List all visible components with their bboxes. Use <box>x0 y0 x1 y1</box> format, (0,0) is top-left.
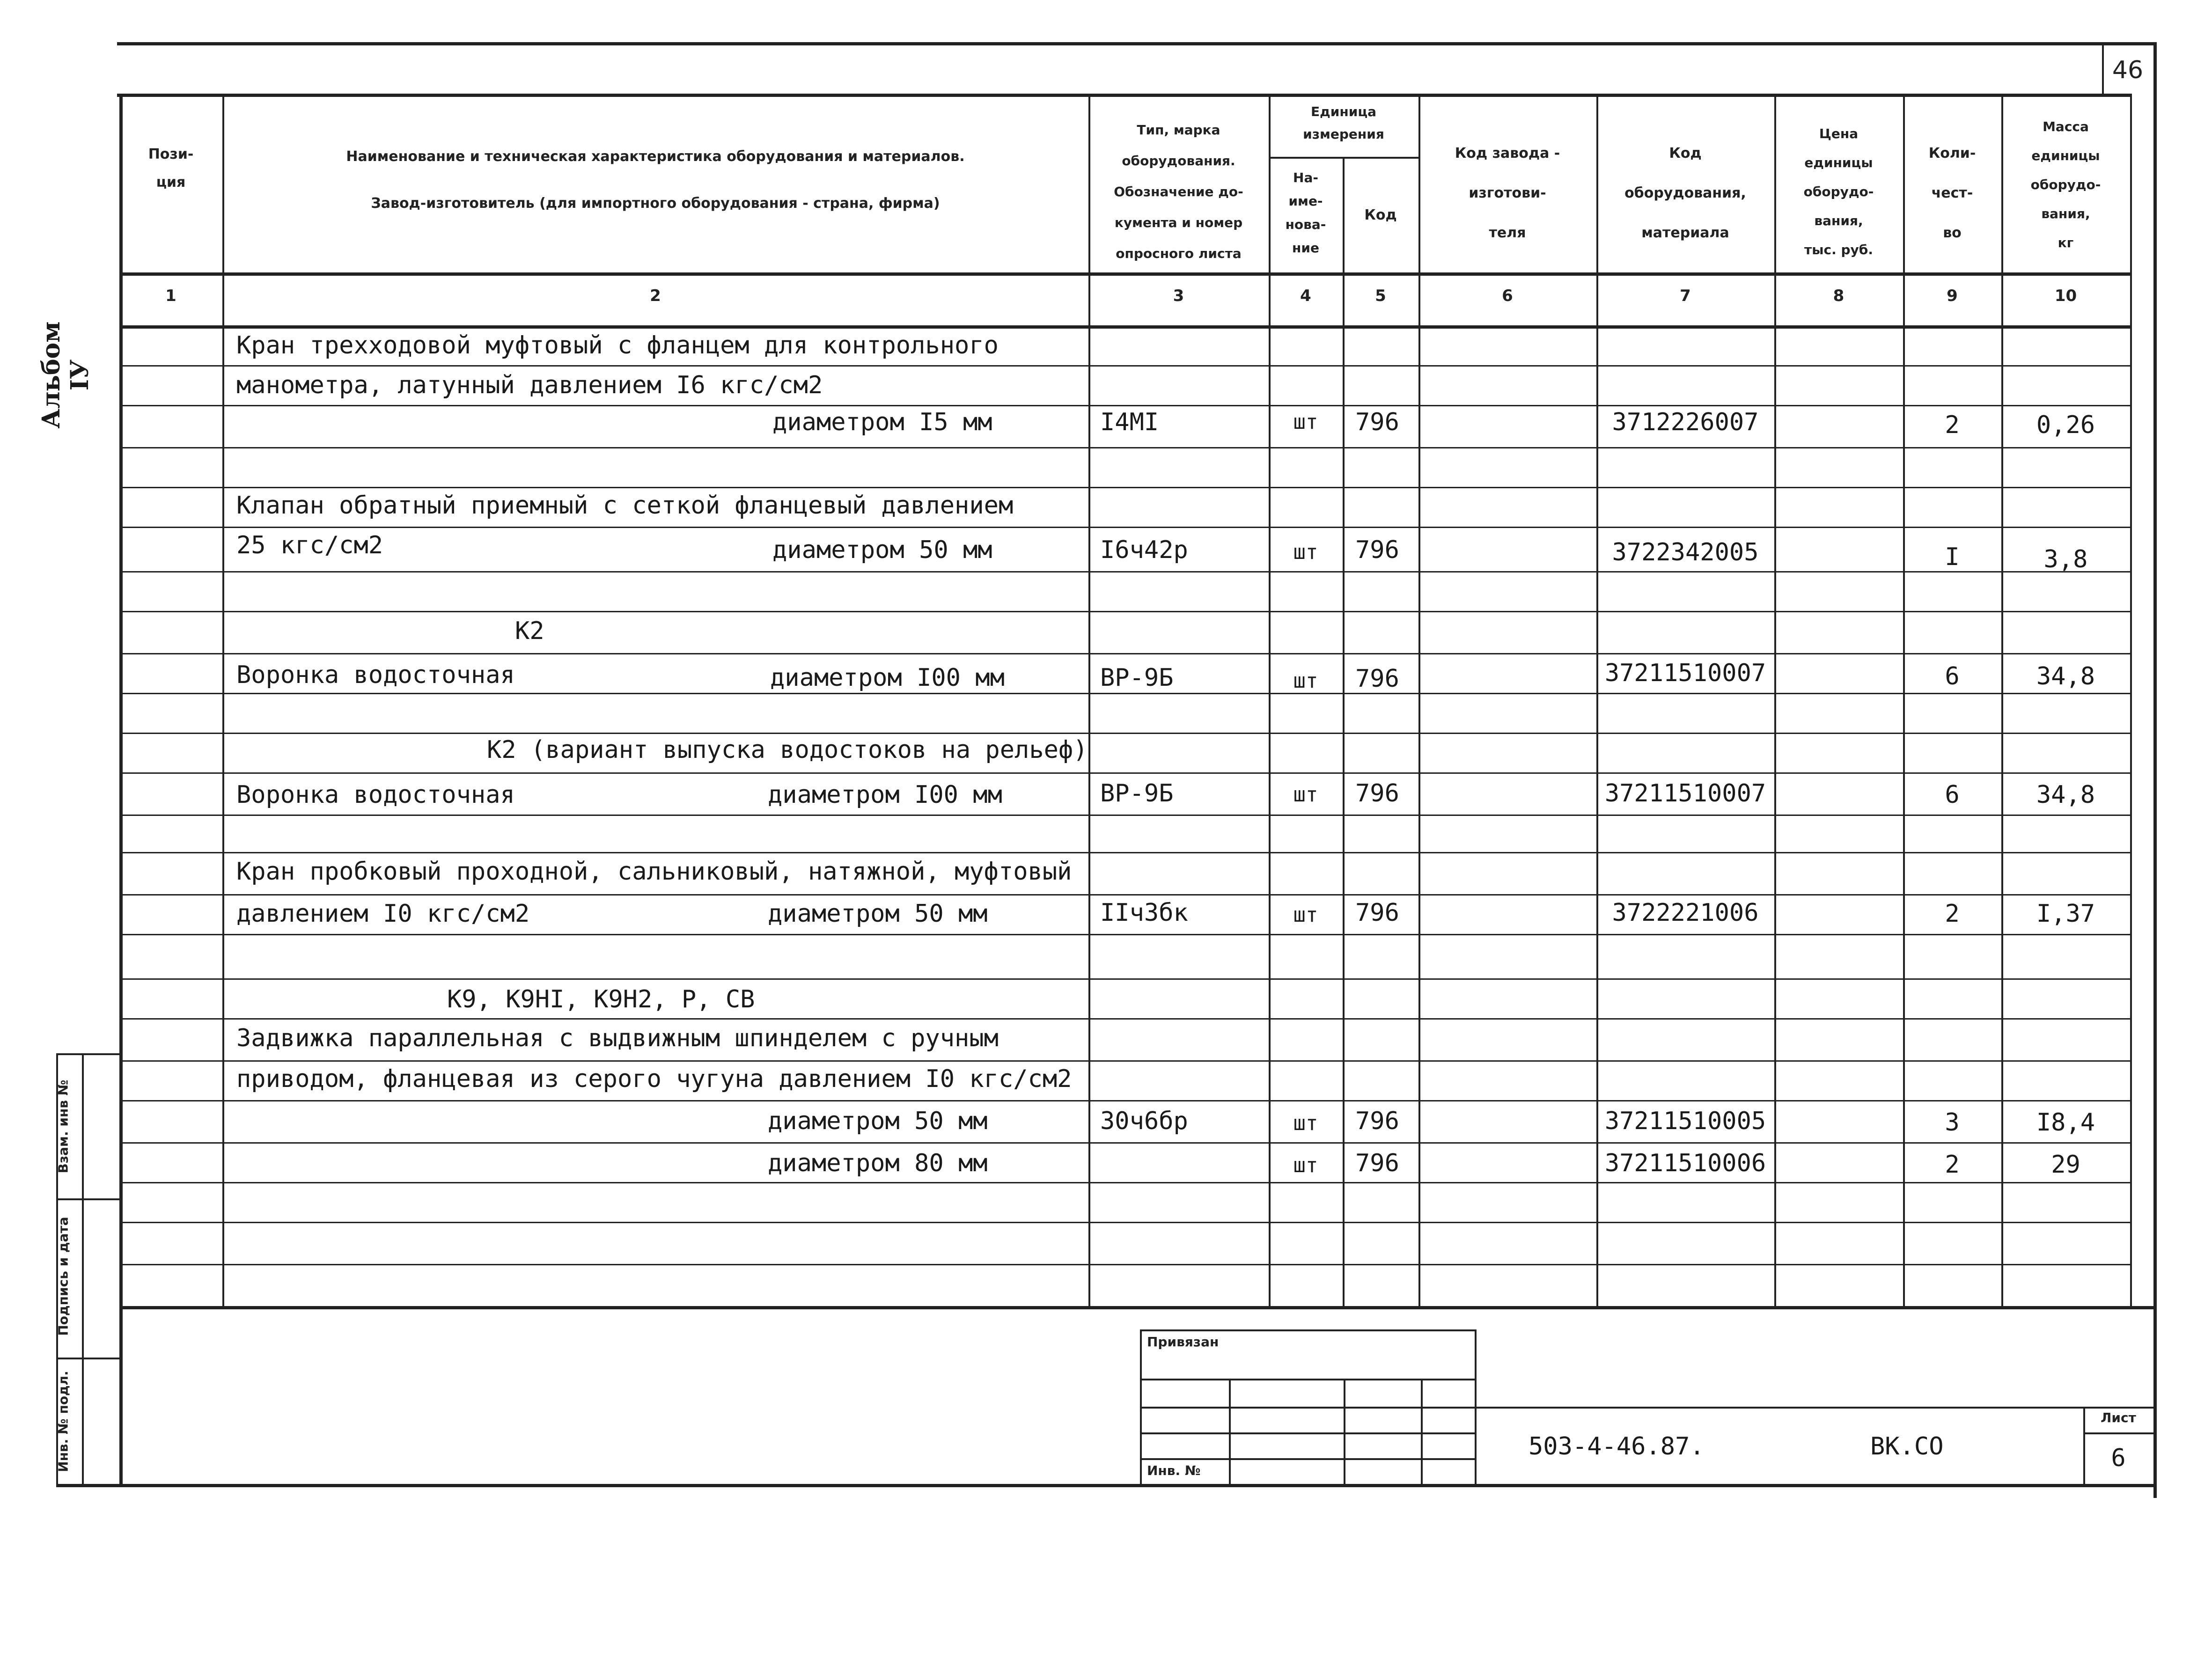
item-diameter: диаметром I00 мм <box>770 664 1005 692</box>
col-number: 9 <box>1947 286 1958 305</box>
header-col10: Масса единицы оборудо- вания, кг <box>2030 119 2101 250</box>
item-name: Задвижка параллельная с выдвижным шпинделем с ручным <box>236 1024 999 1052</box>
row-line <box>119 653 2130 654</box>
row-line <box>119 447 2130 448</box>
item-diameter: диаметром 80 мм <box>768 1149 988 1177</box>
document-mark: ВК.СО <box>1870 1432 1944 1461</box>
item-mass: I,37 <box>2036 900 2095 928</box>
item-unit-code: 796 <box>1355 899 1399 927</box>
sheet-label: Лист <box>2101 1410 2136 1425</box>
item-code: 37211510007 <box>1604 779 1766 807</box>
sheet-box-split <box>2083 1432 2153 1434</box>
header-col6: Код завода - изготови- теля <box>1455 145 1560 241</box>
col-number: 3 <box>1173 286 1184 305</box>
side-stamp-inv-podl: Инв. № подл. <box>55 1371 71 1472</box>
row-line <box>119 1142 2130 1144</box>
item-name: давлением I0 кгс/см2 <box>236 900 530 928</box>
stamp-top <box>1140 1329 1475 1331</box>
item-unit-code: 796 <box>1355 1149 1399 1177</box>
side-stamp-vzam: Взам. инв № <box>55 1079 71 1174</box>
row-line <box>119 1264 2130 1265</box>
item-mass: 0,26 <box>2036 411 2095 439</box>
side-stamp-mid-line <box>82 1053 84 1484</box>
header-col5: Код <box>1364 207 1397 223</box>
row-line <box>119 978 2130 980</box>
item-diameter: диаметром 50 мм <box>768 900 988 928</box>
row-line <box>119 1060 2130 1062</box>
col-number: 5 <box>1375 286 1386 305</box>
row-line <box>119 852 2130 853</box>
item-mass: I8,4 <box>2036 1108 2095 1137</box>
section-title: К2 <box>515 617 544 645</box>
item-name: Кран трехходовой муфтовый с фланцем для контрольного <box>236 331 999 360</box>
header-col2: Наименование и техническая характеристика оборудования и материалов. Завод-изготовитель (для импортного оборудования - страна, фирма) <box>346 148 965 212</box>
row-line <box>119 571 2130 573</box>
stamp-cell-line <box>1421 1379 1423 1484</box>
stamp-line <box>1140 1432 1475 1434</box>
item-unit: шт <box>1293 669 1318 693</box>
stamp-line-long <box>1140 1407 2153 1409</box>
item-qty: 2 <box>1945 411 1960 439</box>
table-bottom-line <box>119 1306 2153 1309</box>
row-line <box>119 772 2130 774</box>
header-col7: Код оборудования, материала <box>1624 145 1746 241</box>
page-number: 46 <box>2112 56 2144 84</box>
item-diameter: диаметром I00 мм <box>768 781 1002 809</box>
document-code: 503-4-46.87. <box>1529 1432 1705 1461</box>
col-number: 7 <box>1680 286 1691 305</box>
item-name: Воронка водосточная <box>236 781 515 809</box>
row-line <box>119 611 2130 612</box>
item-diameter: диаметром I5 мм <box>772 408 992 436</box>
header-col3: Тип, марка оборудования. Обозначение до- кумента и номер опросного листа <box>1114 122 1243 261</box>
stamp-privyazan: Привязан <box>1147 1334 1219 1350</box>
row-line <box>119 1182 2130 1183</box>
unit-header-split <box>1269 157 1418 159</box>
item-qty: 6 <box>1945 662 1960 690</box>
row-line <box>119 487 2130 488</box>
item-unit-code: 796 <box>1355 665 1399 693</box>
sheet-number: 6 <box>2111 1444 2126 1472</box>
row-line <box>119 894 2130 896</box>
stamp-inv: Инв. № <box>1147 1463 1201 1478</box>
sheet-box-left <box>2083 1407 2085 1484</box>
item-name: Кран пробковый проходной, сальниковый, натяжной, муфтовый <box>236 858 1072 886</box>
col-number: 8 <box>1833 286 1845 305</box>
header-col45: Единица измерения <box>1303 104 1384 142</box>
item-unit: шт <box>1293 410 1318 434</box>
page-number-box-left <box>2102 42 2104 94</box>
item-unit: шт <box>1293 540 1318 564</box>
item-unit-code: 796 <box>1355 779 1399 807</box>
stamp-cell-line <box>1344 1379 1345 1484</box>
item-unit: шт <box>1293 1111 1318 1135</box>
right-border <box>2153 42 2157 1498</box>
item-name: приводом, фланцевая из серого чугуна давлением I0 кгс/см2 <box>236 1065 1072 1093</box>
item-unit-code: 796 <box>1355 1107 1399 1135</box>
item-unit: шт <box>1293 783 1318 807</box>
item-unit: шт <box>1293 1153 1318 1177</box>
item-code: 37211510005 <box>1604 1107 1766 1135</box>
item-mass: 29 <box>2051 1151 2080 1179</box>
item-qty: I <box>1945 543 1960 571</box>
item-code: 3722342005 <box>1612 538 1759 566</box>
item-name: 25 кгс/см2 <box>236 531 383 559</box>
col-number: 10 <box>2054 286 2077 305</box>
col-numbers-bottom-line <box>119 325 2130 329</box>
row-line <box>119 693 2130 694</box>
item-code: 37211510006 <box>1604 1149 1766 1177</box>
side-stamp-podpis: Подпись и дата <box>55 1217 71 1336</box>
top-border <box>117 42 2153 45</box>
header-col8: Цена единицы оборудо- вания, тыс. руб. <box>1803 126 1874 257</box>
section-title: К2 (вариант выпуска водостоков на рельеф) <box>487 736 1088 764</box>
item-code: 37211510007 <box>1604 659 1766 687</box>
col-number: 1 <box>165 286 176 305</box>
header-col1: Пози- ция <box>148 146 194 191</box>
item-name: Клапан обратный приемный с сеткой фланцевый давлением <box>236 492 1014 520</box>
row-line <box>119 1222 2130 1223</box>
item-name: манометра, латунный давлением I6 кгс/см2 <box>236 371 823 399</box>
item-type: 30ч6бр <box>1100 1107 1188 1135</box>
bottom-border <box>56 1484 2153 1487</box>
item-diameter: диаметром 50 мм <box>768 1107 988 1135</box>
item-qty: 3 <box>1945 1108 1960 1137</box>
header-col9: Коли- чест- во <box>1928 145 1976 241</box>
item-qty: 2 <box>1945 1151 1960 1179</box>
item-name: Воронка водосточная <box>236 661 515 689</box>
item-qty: 6 <box>1945 781 1960 809</box>
item-qty: 2 <box>1945 900 1960 928</box>
table-top-border <box>117 94 2130 97</box>
row-line <box>119 934 2130 935</box>
stamp-line <box>1140 1379 1475 1380</box>
row-line <box>119 405 2130 406</box>
item-type: I4МI <box>1100 408 1159 436</box>
item-type: ВР-9Б <box>1100 779 1174 807</box>
header-col4: На- име- нова- ние <box>1285 170 1326 256</box>
row-line <box>119 365 2130 367</box>
item-mass: 3,8 <box>2043 545 2088 573</box>
item-unit-code: 796 <box>1355 536 1399 564</box>
item-unit: шт <box>1293 903 1318 927</box>
item-diameter: диаметром 50 мм <box>772 536 992 564</box>
col-line-4 <box>1343 157 1345 1306</box>
album-label: Альбом IУ <box>37 321 94 429</box>
side-stamp-sep-1 <box>56 1053 119 1055</box>
col-number: 6 <box>1502 286 1513 305</box>
row-line <box>119 1018 2130 1020</box>
stamp-line <box>1140 1458 1475 1460</box>
row-line <box>119 1100 2130 1101</box>
item-mass: 34,8 <box>2036 781 2095 809</box>
item-mass: 34,8 <box>2036 662 2095 690</box>
item-type: ВР-9Б <box>1100 664 1174 692</box>
col-number: 2 <box>650 286 661 305</box>
col-number: 4 <box>1300 286 1311 305</box>
item-type: I6ч42р <box>1100 536 1188 564</box>
stamp-cell-line <box>1229 1379 1231 1484</box>
row-line <box>119 527 2130 528</box>
row-line <box>119 815 2130 816</box>
col-line-10 <box>2130 94 2132 1306</box>
side-stamp-sep-2 <box>56 1198 119 1200</box>
header-bottom-line <box>119 272 2130 276</box>
item-code: 3712226007 <box>1612 408 1759 436</box>
section-title: К9, К9НI, К9Н2, Р, СВ <box>447 985 755 1013</box>
item-type: IIч3бк <box>1100 899 1188 927</box>
item-unit-code: 796 <box>1355 408 1399 436</box>
item-code: 3722221006 <box>1612 899 1759 927</box>
row-line <box>119 733 2130 734</box>
